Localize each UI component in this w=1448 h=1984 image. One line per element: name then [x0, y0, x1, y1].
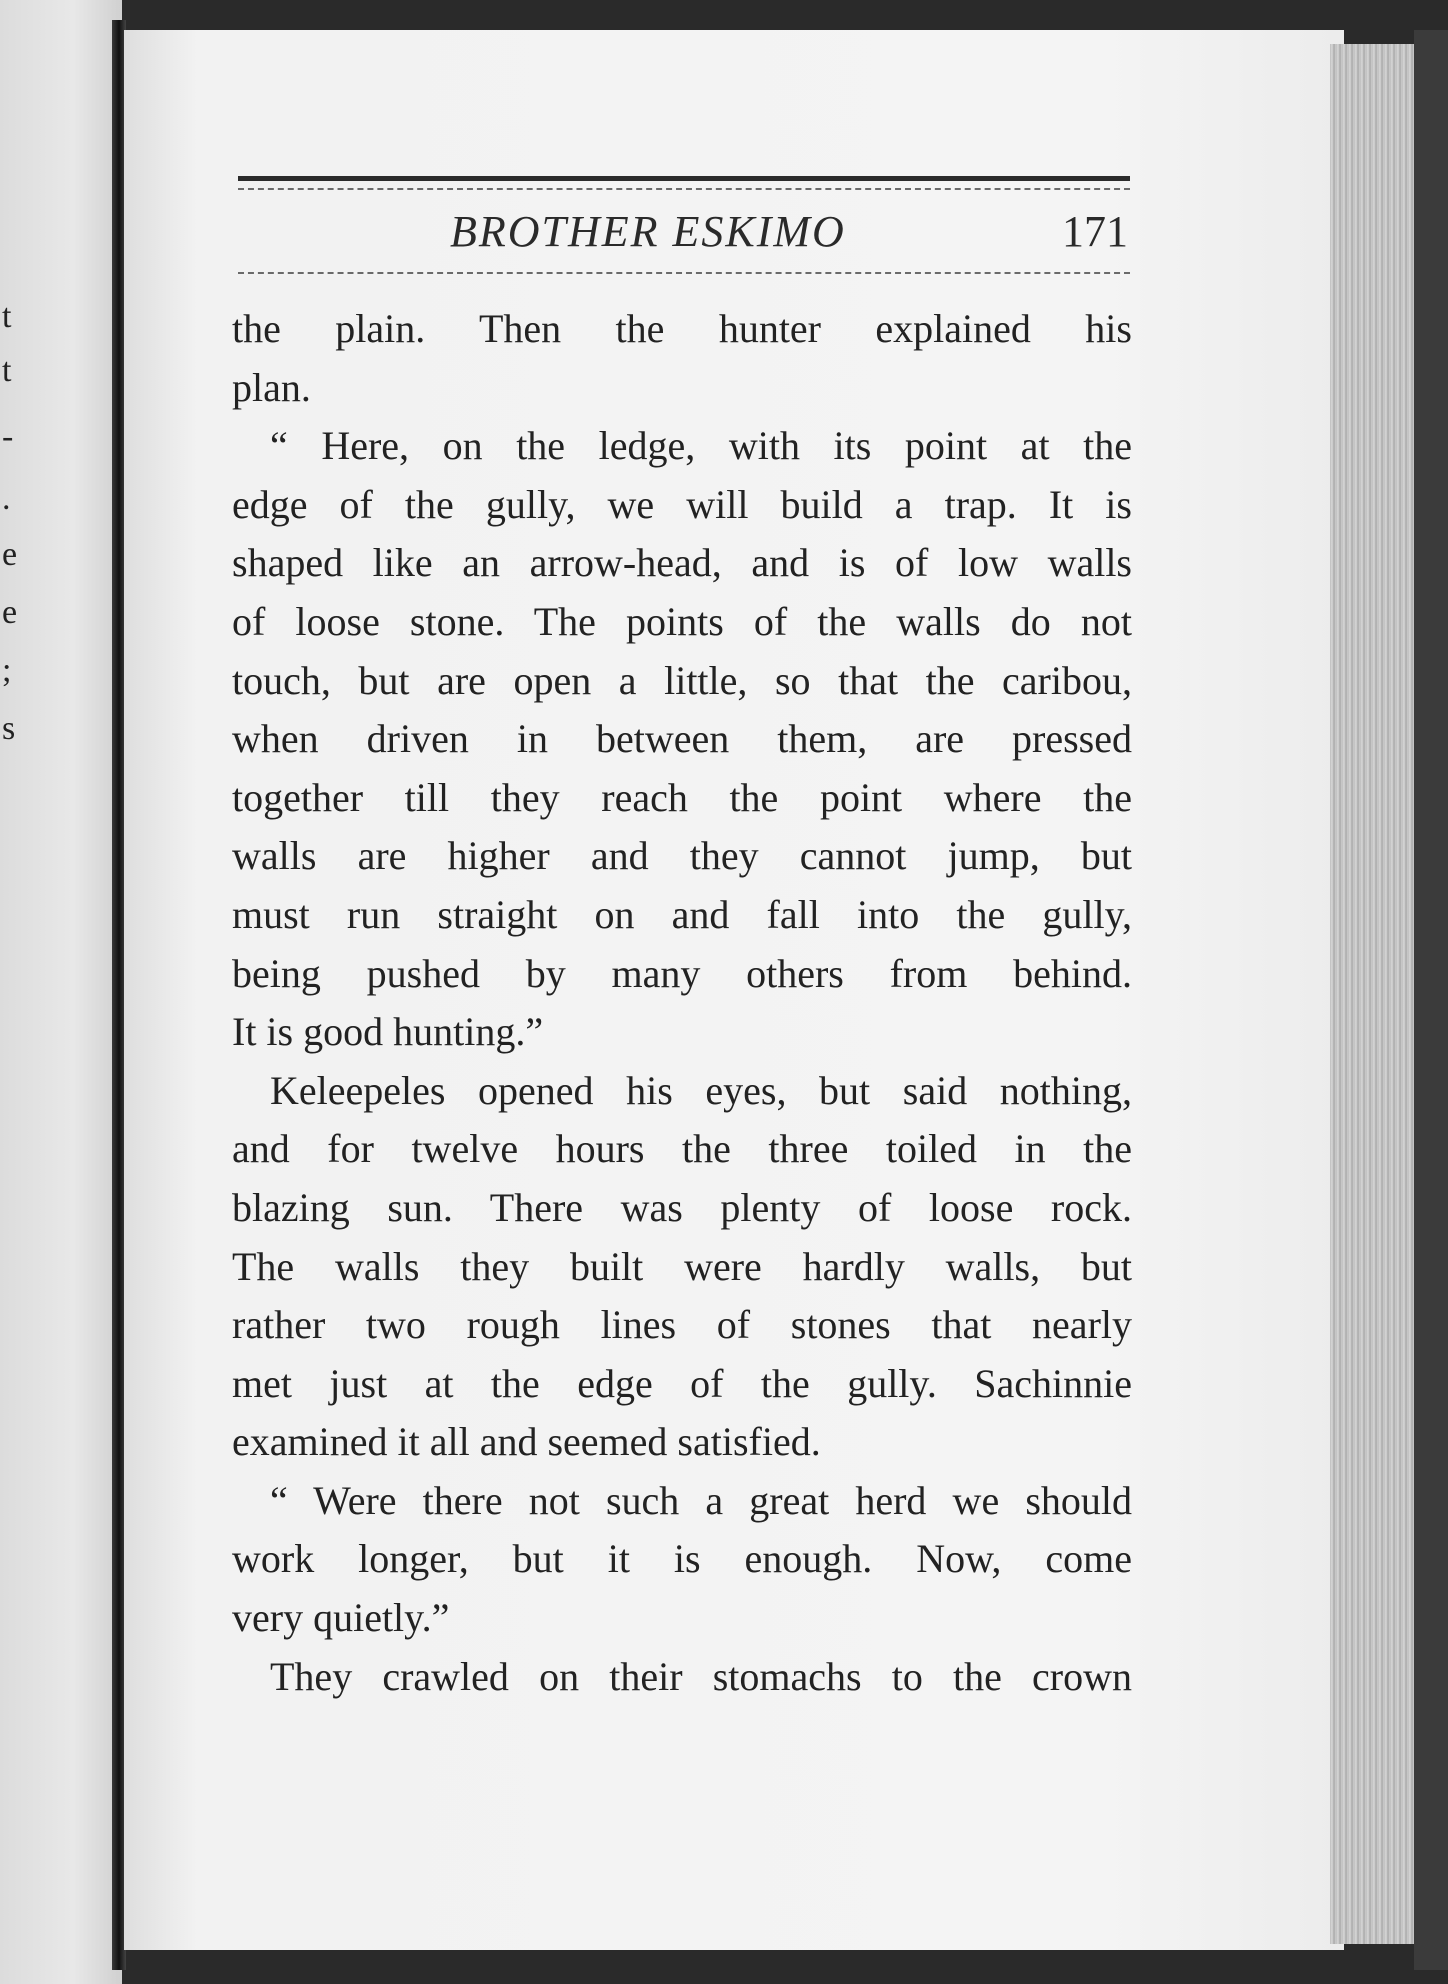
text-line: plan.	[232, 364, 311, 410]
page-number: 171	[1062, 207, 1128, 256]
text-line: of loose stone. The points of the walls do not	[232, 598, 1132, 644]
text-line: touch, but are open a little, so that the caribou,	[232, 657, 1132, 703]
edge-char: ;	[2, 652, 12, 689]
edge-char: t	[2, 352, 12, 389]
running-head: BROTHER ESKIMO	[450, 207, 846, 256]
text-line: rather two rough lines of stones that nearly	[232, 1302, 1132, 1348]
text-line: work longer, but it is enough. Now, come	[232, 1536, 1132, 1582]
page-edges	[1330, 44, 1422, 1944]
text-line: The walls they built were hardly walls, but	[232, 1243, 1132, 1289]
edge-char: e	[2, 536, 18, 573]
text-line: It is good hunting.”	[232, 1009, 544, 1055]
header-rule-thin	[238, 188, 1130, 191]
text-line: “ Were there not such a great herd we should	[270, 1477, 1132, 1523]
text-line: the plain. Then the hunter explained his	[232, 306, 1132, 351]
text-line: “ Here, on the ledge, with its point at the	[270, 423, 1132, 469]
header-rule-thick	[238, 176, 1130, 181]
text-line: They crawled on their stomachs to the crown	[270, 1653, 1132, 1699]
edge-char: t	[2, 298, 12, 335]
header-rule-bottom	[238, 272, 1130, 275]
text-line: very quietly.”	[232, 1595, 450, 1641]
text-line: shaped like an arrow-head, and is of low walls	[232, 540, 1132, 586]
text-line: examined it all and seemed satisfied.	[232, 1419, 821, 1465]
text-line: together till they reach the point where the	[232, 774, 1132, 820]
previous-page-edge	[0, 0, 122, 1984]
edge-char: s	[2, 710, 16, 747]
text-line: being pushed by many others from behind.	[232, 950, 1132, 996]
edge-char: .	[2, 480, 11, 517]
book-cover-edge	[1414, 30, 1448, 1970]
text-line: and for twelve hours the three toiled in the	[232, 1126, 1132, 1172]
text-line: when driven in between them, are pressed	[232, 716, 1132, 762]
text-line: must run straight on and fall into the gully,	[232, 891, 1132, 937]
text-line: met just at the edge of the gully. Sachinnie	[232, 1360, 1132, 1406]
text-line: walls are higher and they cannot jump, but	[232, 833, 1132, 879]
text-line: edge of the gully, we will build a trap. It is	[232, 481, 1132, 527]
page-body	[232, 300, 1132, 1706]
edge-char: e	[2, 594, 18, 631]
edge-char: -	[2, 418, 14, 455]
text-line: Keleepeles opened his eyes, but said nothing,	[270, 1067, 1132, 1113]
text-line: blazing sun. There was plenty of loose rock.	[232, 1184, 1132, 1230]
